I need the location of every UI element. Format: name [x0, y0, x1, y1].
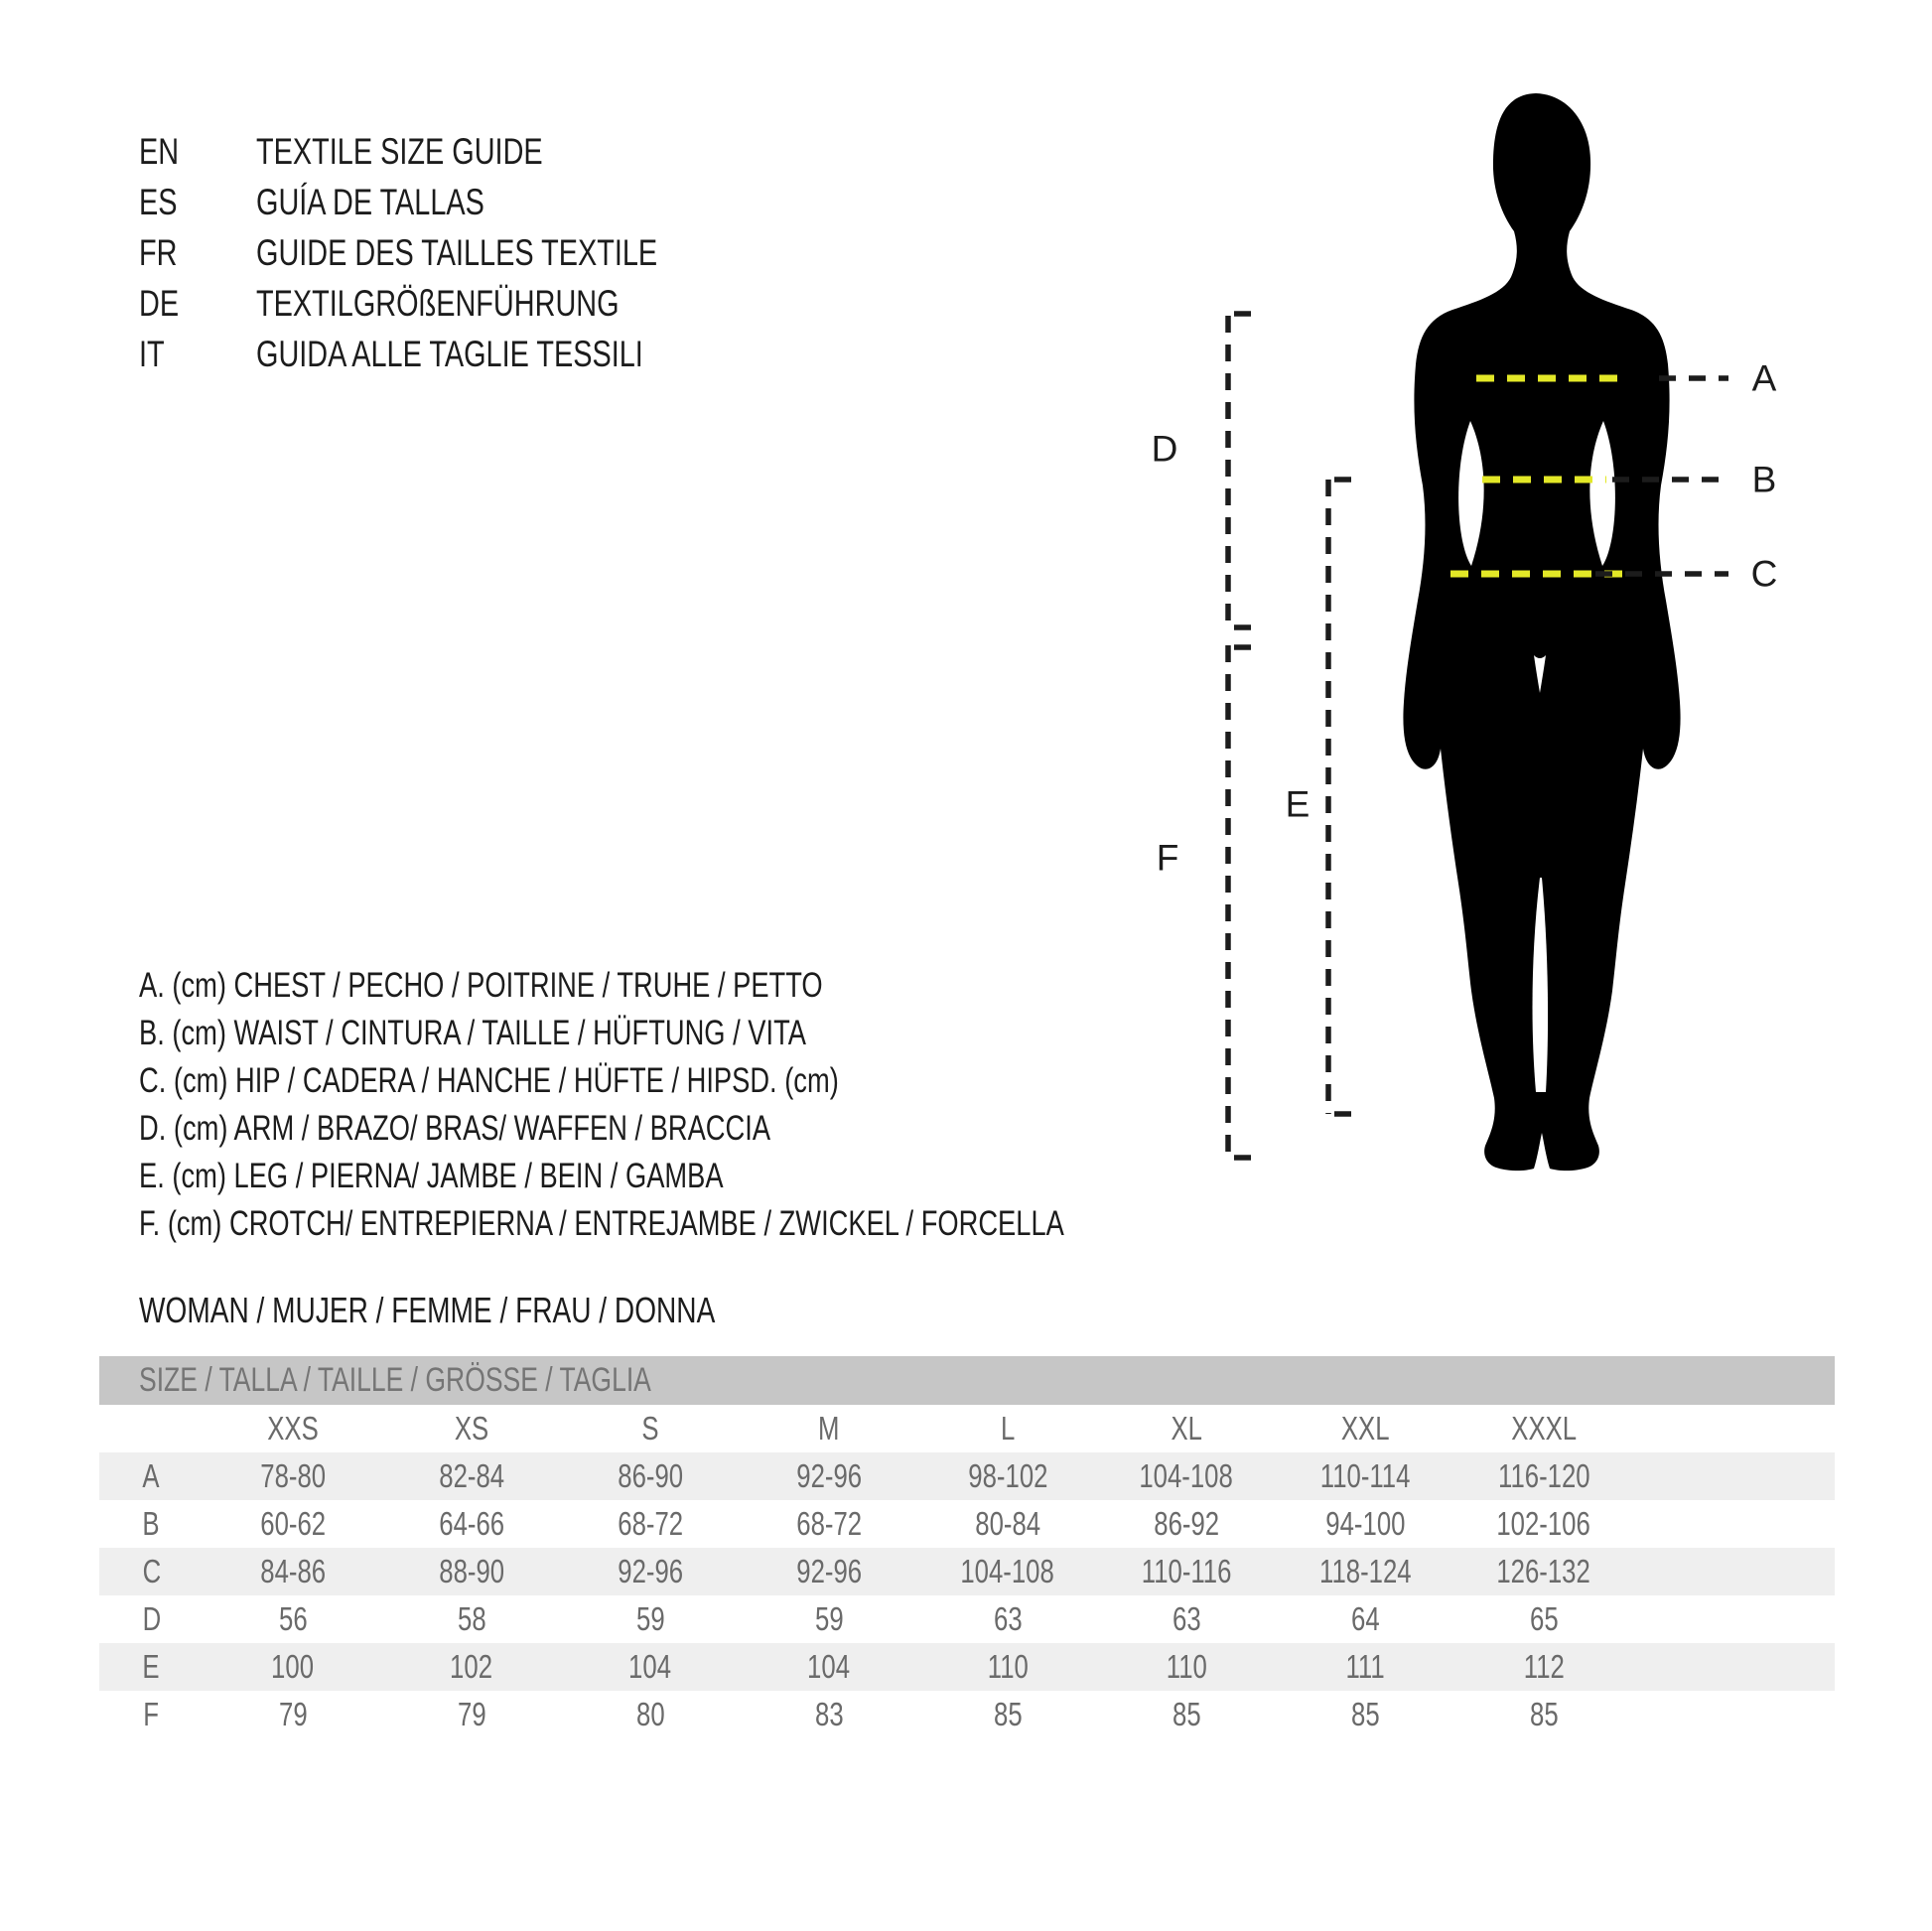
cell-B-s: [561, 1500, 740, 1548]
cell-F-xl: [1097, 1691, 1276, 1738]
legend-hip-text: C. (cm) HIP / CADERA / HANCHE / HÜFTE / HIPSD. (cm): [139, 1061, 839, 1100]
filler-cell: [1633, 1405, 1835, 1452]
cell-E-xxl: [1276, 1643, 1454, 1691]
measurement-figure: [1092, 60, 1847, 1201]
col-header-xxl: [1276, 1405, 1454, 1452]
col-header-xs: [382, 1405, 561, 1452]
col-header-xl: [1097, 1405, 1276, 1452]
language-code: ES: [139, 181, 178, 222]
row-label-text: A: [142, 1457, 161, 1494]
cell-B-xs: [382, 1500, 561, 1548]
cell-value: 79: [278, 1696, 308, 1732]
row-label: [99, 1643, 204, 1691]
cell-B-m: [740, 1500, 918, 1548]
language-row-fr: [139, 227, 770, 278]
cell-A-m: [740, 1452, 918, 1500]
cell-value: 98-102: [967, 1457, 1048, 1494]
cell-value: 85: [1529, 1696, 1559, 1732]
row-label-text: F: [143, 1696, 160, 1732]
cell-value: 64-66: [439, 1505, 504, 1542]
col-header-text: XXS: [267, 1410, 319, 1447]
language-row-en: [139, 126, 770, 177]
cell-A-xxxl: [1454, 1452, 1633, 1500]
cell-E-xxs: [204, 1643, 382, 1691]
cell-A-xxl: [1276, 1452, 1454, 1500]
cell-value: 59: [814, 1600, 844, 1637]
row-label-text: B: [142, 1505, 161, 1542]
audience-heading: [139, 1287, 878, 1334]
language-code: DE: [139, 282, 180, 324]
cell-C-xxxl: [1454, 1548, 1633, 1595]
cell-E-m: [740, 1643, 918, 1691]
cell-value: 112: [1523, 1648, 1565, 1685]
col-header-text: XXL: [1340, 1410, 1390, 1447]
cell-B-l: [918, 1500, 1097, 1548]
col-header-text: XS: [454, 1410, 489, 1447]
cell-value: 85: [1172, 1696, 1201, 1732]
cell-value: 63: [1172, 1600, 1201, 1637]
col-header-xxs: [204, 1405, 382, 1452]
cell-value: 80: [635, 1696, 665, 1732]
figure-label-waist: B: [1751, 459, 1777, 500]
language-code: EN: [139, 130, 180, 172]
filler-cell: [1633, 1548, 1835, 1595]
row-label: [99, 1691, 204, 1738]
legend-chest-text: A. (cm) CHEST / PECHO / POITRINE / TRUHE / PETTO: [139, 966, 823, 1005]
col-header-text: M: [818, 1410, 840, 1447]
row-label-text: C: [142, 1553, 161, 1589]
cell-value: 102-106: [1496, 1505, 1591, 1542]
cell-value: 110-114: [1319, 1457, 1411, 1494]
col-header-text: XL: [1171, 1410, 1202, 1447]
legend-leg-text: E. (cm) LEG / PIERNA/ JAMBE / BEIN / GAMBA: [139, 1157, 724, 1195]
cell-value: 60-62: [260, 1505, 326, 1542]
cell-C-xxl: [1276, 1548, 1454, 1595]
cell-value: 94-100: [1324, 1505, 1406, 1542]
cell-B-xxs: [204, 1500, 382, 1548]
row-label: [99, 1500, 204, 1548]
language-code: FR: [139, 231, 178, 273]
cell-D-xxxl: [1454, 1595, 1633, 1643]
cell-value: 65: [1529, 1600, 1559, 1637]
cell-value: 111: [1345, 1648, 1385, 1685]
guide-title-de: TEXTILGRÖßENFÜHRUNG: [256, 282, 620, 324]
cell-value: 102: [450, 1648, 493, 1685]
legend-arm-text: D. (cm) ARM / BRAZO/ BRAS/ WAFFEN / BRACCIA: [139, 1109, 771, 1148]
cell-value: 88-90: [439, 1553, 504, 1589]
size-table-header-bar: [99, 1356, 1835, 1405]
audience-heading-text: WOMAN / MUJER / FEMME / FRAU / DONNA: [139, 1290, 716, 1330]
cell-value: 78-80: [260, 1457, 326, 1494]
cell-A-l: [918, 1452, 1097, 1500]
cell-value: 68-72: [796, 1505, 862, 1542]
figure-label-crotch: F: [1156, 837, 1179, 879]
cell-C-xs: [382, 1548, 561, 1595]
figure-label-hip: C: [1750, 553, 1778, 595]
filler-cell: [1633, 1691, 1835, 1738]
cell-value: 80-84: [975, 1505, 1040, 1542]
cell-E-xxxl: [1454, 1643, 1633, 1691]
cell-value: 68-72: [618, 1505, 683, 1542]
col-header-text: L: [1000, 1410, 1016, 1447]
language-row-de: [139, 278, 770, 329]
cell-value: 110: [1166, 1648, 1207, 1685]
language-title-list: [139, 126, 770, 379]
cell-E-s: [561, 1643, 740, 1691]
row-label: [99, 1595, 204, 1643]
legend-waist-text: B. (cm) WAIST / CINTURA / TAILLE / HÜFTUNG / VITA: [139, 1014, 806, 1052]
size-table-header-text: SIZE / TALLA / TAILLE / GRÖSSE / TAGLIA: [139, 1361, 651, 1399]
cell-E-xs: [382, 1643, 561, 1691]
row-label-text: E: [142, 1648, 161, 1685]
cell-value: 92-96: [796, 1457, 862, 1494]
cell-A-xxs: [204, 1452, 382, 1500]
cell-value: 100: [271, 1648, 315, 1685]
col-header-l: [918, 1405, 1097, 1452]
col-header-text: S: [641, 1410, 659, 1447]
cell-value: 116-120: [1497, 1457, 1590, 1494]
cell-A-s: [561, 1452, 740, 1500]
size-table-grid: [99, 1405, 1835, 1738]
col-header-s: [561, 1405, 740, 1452]
cell-value: 85: [1350, 1696, 1380, 1732]
col-header-xxxl: [1454, 1405, 1633, 1452]
cell-value: 104: [628, 1648, 672, 1685]
cell-value: 79: [457, 1696, 486, 1732]
col-header-text: XXXL: [1511, 1410, 1577, 1447]
cell-C-m: [740, 1548, 918, 1595]
legend-crotch-text: F. (cm) CROTCH/ ENTREPIERNA / ENTREJAMBE / ZWICKEL / FORCELLA: [139, 1204, 1064, 1243]
cell-D-xl: [1097, 1595, 1276, 1643]
cell-value: 104: [807, 1648, 851, 1685]
size-table: [99, 1356, 1835, 1738]
figure-label-arm: D: [1151, 428, 1178, 470]
cell-D-xxl: [1276, 1595, 1454, 1643]
cell-value: 59: [635, 1600, 665, 1637]
row-label: [99, 1548, 204, 1595]
cell-B-xxl: [1276, 1500, 1454, 1548]
legend-crotch: [139, 1200, 1325, 1248]
filler-cell: [1633, 1452, 1835, 1500]
cell-B-xxxl: [1454, 1500, 1633, 1548]
cell-value: 83: [814, 1696, 844, 1732]
guide-title-it: GUIDA ALLE TAGLIE TESSILI: [256, 333, 643, 374]
cell-D-m: [740, 1595, 918, 1643]
cell-value: 84-86: [260, 1553, 326, 1589]
filler-cell: [1633, 1595, 1835, 1643]
filler-cell: [1633, 1500, 1835, 1548]
cell-F-xxxl: [1454, 1691, 1633, 1738]
guide-title-en: TEXTILE SIZE GUIDE: [256, 130, 543, 172]
cell-D-xs: [382, 1595, 561, 1643]
col-header-m: [740, 1405, 918, 1452]
cell-value: 118-124: [1318, 1553, 1412, 1589]
row-label: [99, 1452, 204, 1500]
cell-A-xs: [382, 1452, 561, 1500]
cell-E-xl: [1097, 1643, 1276, 1691]
cell-F-s: [561, 1691, 740, 1738]
cell-value: 110: [987, 1648, 1029, 1685]
cell-C-xxs: [204, 1548, 382, 1595]
cell-value: 58: [457, 1600, 486, 1637]
guide-title-es: GUÍA DE TALLAS: [256, 181, 484, 222]
cell-F-l: [918, 1691, 1097, 1738]
guide-title-fr: GUIDE DES TAILLES TEXTILE: [256, 231, 658, 273]
language-code: IT: [139, 333, 165, 374]
cell-value: 104-108: [1139, 1457, 1234, 1494]
cell-value: 85: [993, 1696, 1023, 1732]
corner-cell: [99, 1405, 204, 1452]
figure-label-chest: A: [1751, 357, 1777, 399]
cell-value: 63: [993, 1600, 1023, 1637]
cell-B-xl: [1097, 1500, 1276, 1548]
cell-F-xxl: [1276, 1691, 1454, 1738]
cell-value: 92-96: [796, 1553, 862, 1589]
cell-C-s: [561, 1548, 740, 1595]
cell-A-xl: [1097, 1452, 1276, 1500]
cell-value: 56: [278, 1600, 308, 1637]
cell-value: 92-96: [618, 1553, 683, 1589]
cell-F-m: [740, 1691, 918, 1738]
cell-D-l: [918, 1595, 1097, 1643]
cell-value: 126-132: [1496, 1553, 1591, 1589]
cell-C-xl: [1097, 1548, 1276, 1595]
cell-value: 64: [1350, 1600, 1380, 1637]
cell-value: 82-84: [439, 1457, 504, 1494]
cell-value: 86-90: [618, 1457, 683, 1494]
row-label-text: D: [142, 1600, 161, 1637]
cell-value: 110-116: [1141, 1553, 1232, 1589]
cell-value: 104-108: [960, 1553, 1055, 1589]
cell-value: 86-92: [1154, 1505, 1219, 1542]
cell-D-s: [561, 1595, 740, 1643]
filler-cell: [1633, 1643, 1835, 1691]
cell-E-l: [918, 1643, 1097, 1691]
cell-F-xs: [382, 1691, 561, 1738]
cell-F-xxs: [204, 1691, 382, 1738]
cell-D-xxs: [204, 1595, 382, 1643]
language-row-es: [139, 177, 770, 227]
figure-label-leg: E: [1285, 783, 1311, 825]
language-row-it: [139, 329, 770, 379]
cell-C-l: [918, 1548, 1097, 1595]
